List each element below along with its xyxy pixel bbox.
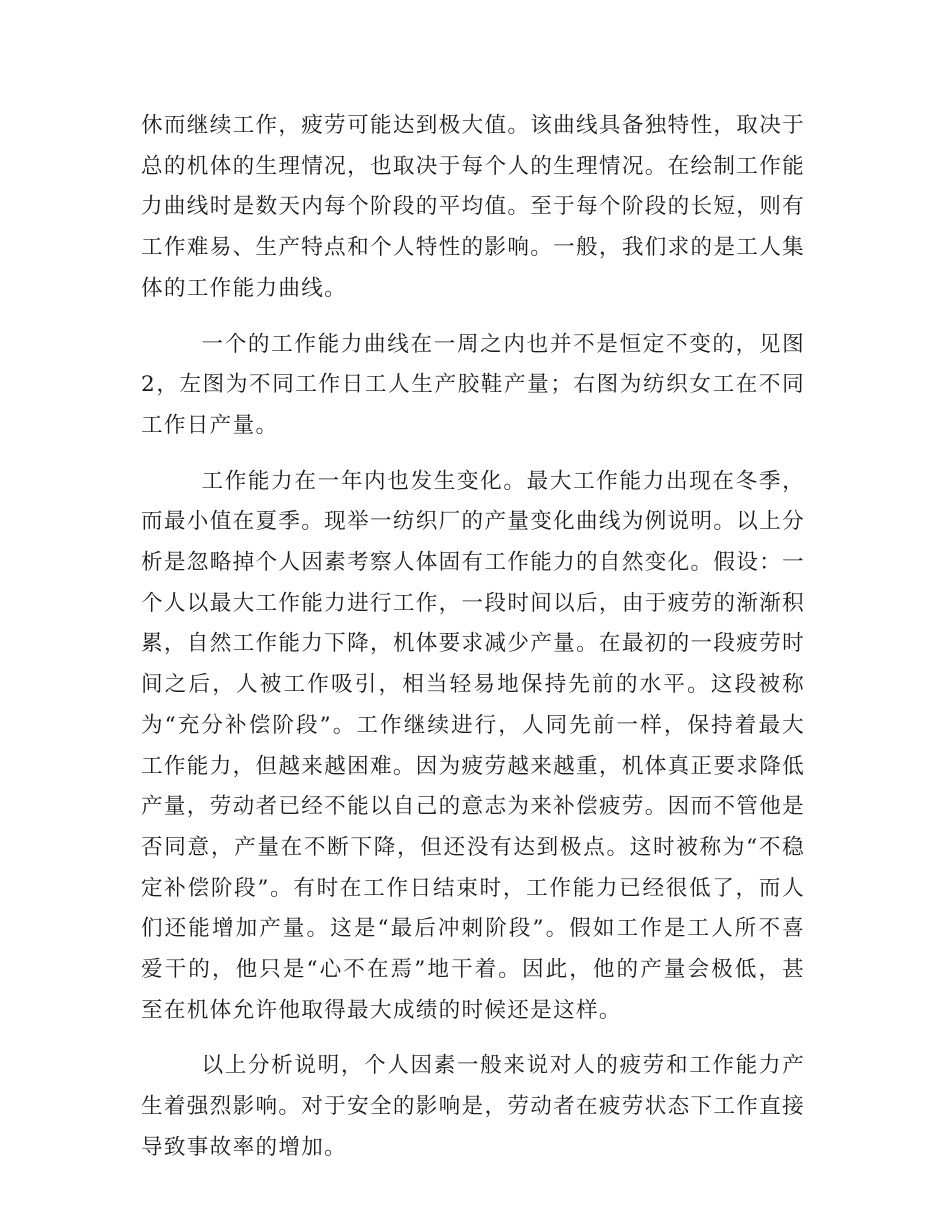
paragraph-3: 工作能力在一年内也发生变化。最大工作能力出现在冬季，而最小值在夏季。现举一纺织厂的产量变化曲线为例说明。以上分析是忽略掉个人因素考察人体固有工作能力的自然变化。假设：一个人以最大工作能力进行工作，一段时间以后，由于疲劳的渐渐积累，自然工作能力下降，机体要求减少产量。在最初的一段疲劳时间之后，人被工作吸引，相当轻易地保持先前的水平。这段被称为“充分补偿阶段”。工作继续进行，人同先前一样，保持着最大工作能力，但越来越困难。因为疲劳越来越重，机体真正要求降低产量，劳动者已经不能以自己的意志为来补偿疲劳。因而不管他是否同意，产量在不断下降，但还没有达到极点。这时被称为“不稳定补偿阶段”。有时在工作日结束时，工作能力已经很低了，而人们还能增加产量。这是“最后冲刺阶段”。假如工作是工人所不喜爱干的，他只是“心不在焉”地干着。因此，他的产量会极低，甚至在机体允许他取得最大成绩的时候还是这样。 (141, 468, 805, 1023)
paragraph-4: 以上分析说明，个人因素一般来说对人的疲劳和工作能力产生着强烈影响。对于安全的影响是，劳动者在疲劳状态下工作直接导致事故率的增加。 (141, 1053, 805, 1160)
paragraph-2: 一个的工作能力曲线在一周之内也并不是恒定不变的，见图2，左图为不同工作日工人生产胶鞋产量；右图为纺织女工在不同工作日产量。 (141, 331, 805, 438)
document-body (141, 106, 805, 1169)
paragraph-1: 休而继续工作，疲劳可能达到极大值。该曲线具备独特性，取决于总的机体的生理情况，也取决于每个人的生理情况。在绘制工作能力曲线时是数天内每个阶段的平均值。至于每个阶段的长短，则有工作难易、生产特点和个人特性的影响。一般，我们求的是工人集体的工作能力曲线。 (141, 113, 805, 301)
